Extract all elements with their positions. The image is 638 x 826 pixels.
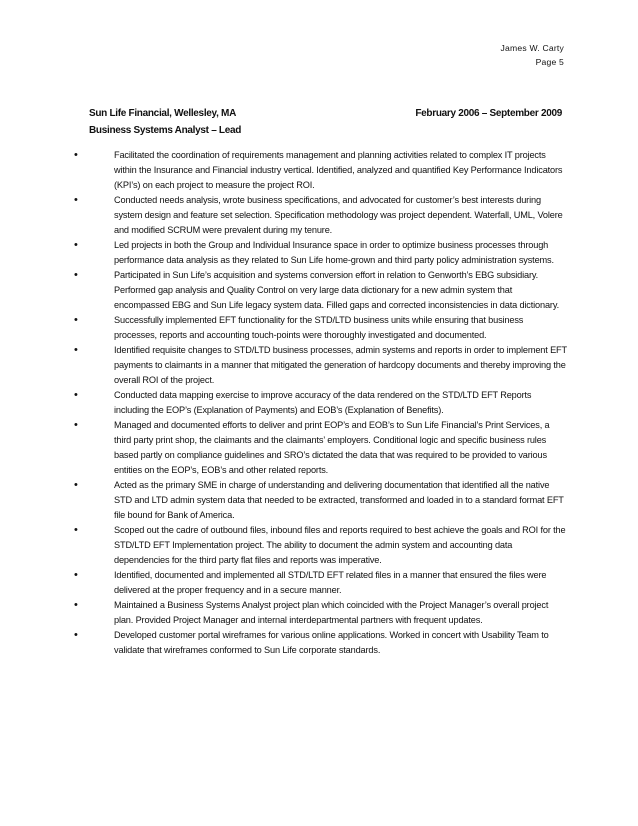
list-item-text: Identified, documented and implemented all STD/LTD EFT related files in a manner that ensured the files were delivered at the proper frequency and in a secure manner. xyxy=(114,570,547,595)
list-item xyxy=(74,598,568,628)
bullet-marker: • xyxy=(74,419,78,431)
job-heading xyxy=(89,105,562,139)
list-item-text: Scoped out the cadre of outbound files, inbound files and reports required to best achieve the goals and ROI for the STD/LTD EFT Implementation project. The ability to document the admin system and accounting data dependencies for the third party flat files and reports was imperative. xyxy=(114,525,566,565)
list-item-text: Maintained a Business Systems Analyst project plan which coincided with the Project Manager’s overall project plan. Provided Project Manager and internal interdepartmental partners with frequent updates. xyxy=(114,600,549,625)
bullet-marker: • xyxy=(74,479,78,491)
list-item-text: Successfully implemented EFT functionality for the STD/LTD business units while ensuring that business processes, reports and accounting touch-points were thoroughly investigated and documented. xyxy=(114,315,524,340)
bullet-marker: • xyxy=(74,314,78,326)
list-item xyxy=(74,628,568,658)
job-company-row xyxy=(89,105,562,122)
page-header xyxy=(501,41,564,69)
bullet-marker: • xyxy=(74,629,78,641)
list-item-text: Conducted data mapping exercise to improve accuracy of the data rendered on the STD/LTD EFT Reports including the EOP’s (Explanation of Payments) and EOB’s (Explanation of Benefits). xyxy=(114,390,532,415)
list-item-text: Facilitated the coordination of requirements management and planning activities related to complex IT projects within the Insurance and Financial industry vertical. Identified, analyzed and quantified Key Performance Indicators (KPI’s) on each project to measure the project ROI. xyxy=(114,150,563,190)
list-item-text: Acted as the primary SME in charge of understanding and delivering documentation that identified all the native STD and LTD admin system data that needed to be extracted, transformed and loaded in to a standard format EFT file bound for Bank of America. xyxy=(114,480,564,520)
bullet-marker: • xyxy=(74,569,78,581)
list-item xyxy=(74,238,568,268)
bullet-marker: • xyxy=(74,524,78,536)
bullet-marker: • xyxy=(74,599,78,611)
list-item-text: Participated in Sun Life’s acquisition and systems conversion effort in relation to Genworth’s EBG subsidiary. Performed gap analysis and Quality Control on very large data dictionary for a new admin system that encompassed EBG and Sun Life legacy system data. Filled gaps and corrected inconsistencies in data dictionary. xyxy=(114,270,560,310)
list-item xyxy=(74,568,568,598)
list-item-text: Identified requisite changes to STD/LTD business processes, admin systems and reports in order to implement EFT payments to claimants in a manner that mitigated the generation of hardcopy documents and thereby improving the overall ROI of the project. xyxy=(114,345,567,385)
list-item xyxy=(74,478,568,523)
list-item xyxy=(74,388,568,418)
company-location: Sun Life Financial, Wellesley, MA xyxy=(89,108,236,119)
author-name: James W. Carty xyxy=(500,43,564,53)
list-item xyxy=(74,148,568,193)
list-item-text: Conducted needs analysis, wrote business specifications, and advocated for customer’s best interests during system design and feature set selection. Specification methodology was project dependent. Waterfall, UML, Volere and modified SCRUM were prevalent during my tenure. xyxy=(114,195,563,235)
list-item xyxy=(74,523,568,568)
list-item xyxy=(74,418,568,478)
list-item-text: Led projects in both the Group and Individual Insurance space in order to optimize business processes through performance data analysis as they related to Sun Life home-grown and third party policy administration systems. xyxy=(114,240,554,265)
job-title: Business Systems Analyst – Lead xyxy=(89,125,242,136)
bullet-marker: • xyxy=(74,239,78,251)
bullet-marker: • xyxy=(74,149,78,161)
list-item xyxy=(74,343,568,388)
bullet-marker: • xyxy=(74,194,78,206)
responsibilities-list xyxy=(74,148,568,658)
list-item xyxy=(74,268,568,313)
bullet-marker: • xyxy=(74,389,78,401)
bullet-marker: • xyxy=(74,269,78,281)
list-item-text: Developed customer portal wireframes for various online applications. Worked in concert with Usability Team to validate that wireframes conformed to Sun Life corporate standards. xyxy=(114,630,549,655)
list-item xyxy=(74,193,568,238)
list-item xyxy=(74,313,568,343)
page-number: Page 5 xyxy=(535,57,564,67)
employment-dates: February 2006 – September 2009 xyxy=(415,108,562,119)
list-item-text: Managed and documented efforts to deliver and print EOP’s and EOB’s to Sun Life Financial’s Print Services, a third party print shop, the claimants and the claimants’ employers. Conditional logic and specific business rules based partly on compliance guidelines and SRO’s dictated the data that was required to be provided to various entities on the EOP’s, EOB’s and other related reports. xyxy=(114,420,550,475)
bullet-marker: • xyxy=(74,344,78,356)
